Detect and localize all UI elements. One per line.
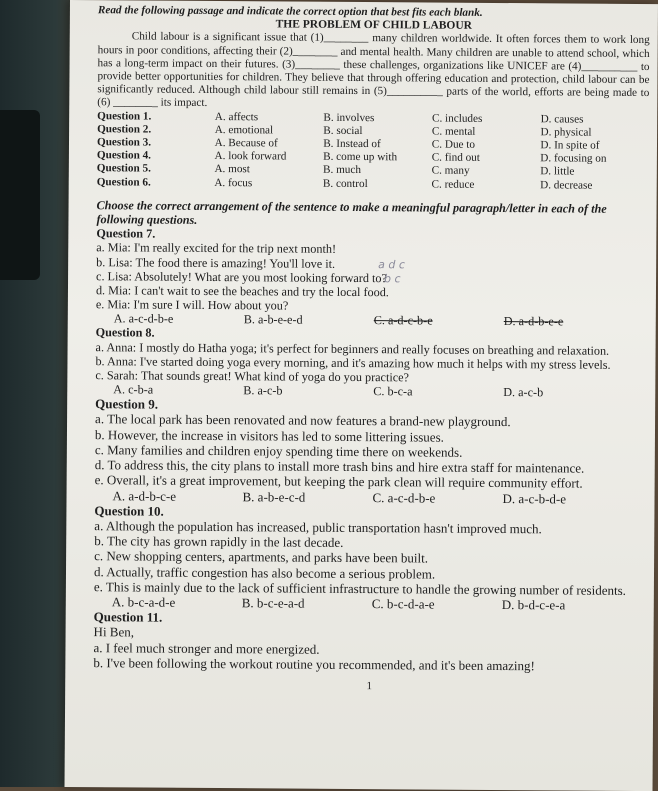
question-list-1-6 xyxy=(97,110,650,193)
q8-option-c: C. b-c-a xyxy=(373,384,413,399)
tablet-device xyxy=(0,110,40,280)
q7-option-d: D. a-d-b-e-e xyxy=(503,314,564,329)
q8-option-b: B. a-c-b xyxy=(243,383,283,398)
option-d: D. decrease xyxy=(540,178,593,192)
passage-title: THE PROBLEM OF CHILD LABOUR xyxy=(275,18,473,33)
passage-text: Child labour is a significant issue that (1)________ many children worldwide. It often forces them to work long hours in poor conditions, affecting their (2)________ and mental health. Many children are unable to attend school, which has a long-term impact on their futures. (3)________ these challenges, organizations like UNICEF are (4)__________ to provide better opportunities for children. They believe that through offering education and protection, child labour can be significantly reduced. Although child labour still remains in (5)__________ parts of the world, efforts are being made to (6) ________ its impact. xyxy=(97,30,650,110)
q9-option-d: D. a-c-b-d-e xyxy=(502,490,567,506)
question-11-label: Question 11. xyxy=(93,609,163,625)
option-b: B. come up with xyxy=(323,151,398,164)
q10-line-b: b. The city has grown rapidly in the last decade. xyxy=(94,533,344,551)
handwritten-note-1: a d c xyxy=(378,258,405,272)
question-8-label: Question 8. xyxy=(95,325,155,341)
q11-line-b: b. I've been following the workout routine you recommended, and it's been amazing! xyxy=(93,654,535,673)
q10-option-c: C. b-c-d-a-e xyxy=(371,596,435,612)
worksheet-content xyxy=(93,4,650,695)
q11-greeting: Hi Ben, xyxy=(93,624,135,640)
q7-line-e: e. Mia: I'm sure I will. How about you? xyxy=(95,297,289,313)
q8-option-a: A. c-b-a xyxy=(113,382,154,397)
q7-option-a: A. a-c-d-b-e xyxy=(113,311,174,327)
question-9-label: Question 9. xyxy=(95,396,159,412)
option-d: D. In spite of xyxy=(540,139,600,152)
q10-line-d: d. Actually, traffic congestion has also become a serious problem. xyxy=(93,563,436,582)
q7-option-b: B. a-b-e-e-d xyxy=(243,312,303,328)
q9-option-c: C. a-c-d-b-e xyxy=(372,489,436,506)
instruction-reading: Read the following passage and indicate the correct option that best fits each blank. xyxy=(97,4,483,19)
q7-line-b: b. Lisa: The food there is amazing! You'll love it. xyxy=(96,254,336,271)
worksheet-page xyxy=(65,0,658,791)
q7-line-c: c. Lisa: Absolutely! What are you most looking forward to? xyxy=(96,269,387,286)
option-b: B. involves xyxy=(323,111,375,124)
question-label: Question 5. xyxy=(96,162,151,176)
q10-line-c: c. New shopping centers, apartments, and parks have been built. xyxy=(94,548,429,566)
option-b: B. much xyxy=(323,164,362,177)
page-number: 1 xyxy=(366,680,373,693)
q10-option-b: B. b-c-e-a-d xyxy=(241,595,305,611)
option-c: C. Due to xyxy=(431,138,476,151)
option-c: C. includes xyxy=(431,112,483,125)
option-d: D. focusing on xyxy=(540,152,607,165)
q9-option-b: B. a-b-e-c-d xyxy=(242,488,306,505)
option-a: A. look forward xyxy=(214,150,287,163)
question-label: Question 2. xyxy=(97,123,152,136)
q8-line-a: a. Anna: I mostly do Hatha yoga; it's perfect for beginners and really focuses on breathing and relaxation. xyxy=(95,339,610,358)
question-label: Question 6. xyxy=(96,175,151,189)
q7-option-c: C. a-d-c-b-e xyxy=(373,313,433,329)
q11-line-a: a. I feel much stronger and more energized. xyxy=(93,639,320,657)
q9-line-b: b. However, the increase in visitors has led to some littering issues. xyxy=(94,426,444,445)
option-d: D. physical xyxy=(540,126,592,139)
q9-line-c: c. Many families and children enjoy spending time there on weekends. xyxy=(94,442,463,460)
q9-line-e: e. Overall, it's a great improvement, but keeping the park clean will require community effort. xyxy=(94,472,583,491)
option-a: A. emotional xyxy=(214,123,274,137)
q10-option-d: D. b-d-c-e-a xyxy=(501,596,566,613)
q9-line-a: a. The local park has been renovated and now features a brand-new playground. xyxy=(95,411,511,430)
q8-line-b: b. Anna: I've started doing yoga every morning, and it's amazing how much it helps with my stress levels. xyxy=(95,354,611,372)
option-d: D. little xyxy=(540,165,575,178)
option-a: A. most xyxy=(214,163,250,176)
q7-line-a: a. Mia: I'm really excited for the trip next month! xyxy=(96,240,337,257)
q8-option-d: D. a-c-b xyxy=(503,385,544,400)
q8-line-c: c. Sarah: That sounds great! What kind of yoga do you practice? xyxy=(95,368,410,385)
q10-line-e: e. This is mainly due to the lack of sufficient infrastructure to handle the growing number of residents. xyxy=(93,578,626,598)
option-d: D. causes xyxy=(540,112,584,126)
option-c: C. many xyxy=(431,164,470,178)
q9-line-d: d. To address this, the city plans to install more trash bins and hire extra staff for maintenance. xyxy=(94,457,585,476)
handwritten-note-2: b c xyxy=(384,272,401,286)
q7-line-d: d. Mia: I can't wait to see the beaches and try the local food. xyxy=(95,283,389,300)
option-a: A. affects xyxy=(214,110,259,123)
question-label: Question 3. xyxy=(96,136,152,149)
question-10-label: Question 10. xyxy=(94,502,164,519)
question-label: Question 1. xyxy=(97,109,152,123)
option-b: B. control xyxy=(322,177,368,190)
option-a: A. Because of xyxy=(214,137,278,150)
option-c: C. reduce xyxy=(431,178,475,191)
option-b: B. Instead of xyxy=(323,137,381,151)
question-6 xyxy=(97,176,649,193)
q9-option-a: A. a-d-b-c-e xyxy=(112,487,177,504)
q10-line-a: a. Although the population has increased, public transportation hasn't improved much. xyxy=(94,518,542,537)
option-c: C. find out xyxy=(431,151,480,165)
option-b: B. social xyxy=(323,124,363,137)
question-7-label: Question 7. xyxy=(96,226,156,241)
option-a: A. focus xyxy=(214,176,253,189)
question-label: Question 4. xyxy=(96,149,152,162)
q10-option-a: A. b-c-a-d-e xyxy=(111,594,176,610)
instruction-arrangement: Choose the correct arrangement of the sentence to make a meaningful paragraph/letter in each of the following questions. xyxy=(96,198,607,227)
option-c: C. mental xyxy=(431,125,476,138)
